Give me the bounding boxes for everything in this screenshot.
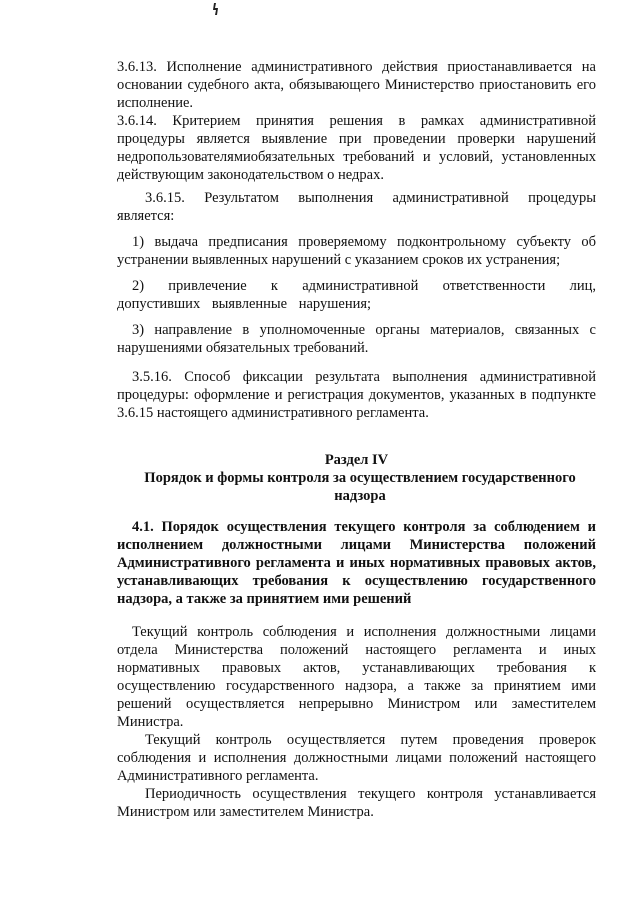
paragraph-4-1-c: Периодичность осуществления текущего контроля устанавливается Министром или заместителем Министра. (117, 786, 596, 820)
subsection-title: 4.1. Порядок осуществления текущего контроля за соблюдением и исполнением должностными лицами Министерства положений Административного регламента и иных нормативных правовых актов, устанавливающих требования к осуществлению государственного надзора, а также за принятием ими решений (117, 519, 596, 607)
paragraph-4-1-b: Текущий контроль осуществляется путем проведения проверок соблюдения и исполнения должностными лицами положений настоящего Административного регламента. (117, 732, 596, 784)
paragraph-3-6-15: 3.6.15. Результатом выполнения административной процедуры является: (117, 190, 596, 224)
scan-artifact-mark (211, 2, 221, 16)
list-item-3: 3) направление в уполномоченные органы материалов, связанных с нарушениями обязательных требований. (117, 322, 596, 356)
paragraph-4-1-a: Текущий контроль соблюдения и исполнения должностными лицами отдела Министерства положений настоящего регламента и иных нормативных правовых актов, устанавливающих требования к осуществлению государственного надзора, а также за принятием ими решений осуществляется непрерывно Министром или заместителем Министра. (117, 624, 596, 730)
paragraph-3-5-16: 3.5.16. Способ фиксации результата выполнения административной процедуры: оформление и регистрация документов, указанных в подпункте 3.6.15 настоящего административного регламента. (117, 369, 596, 421)
paragraph-3-6-14: 3.6.14. Критерием принятия решения в рамках административной процедуры является выявление при проведении проверки нарушений недропользователямиобязательных требований и условий, установленных действующим законодательством о недрах. (117, 113, 596, 183)
list-item-1: 1) выдача предписания проверяемому подконтрольному субъекту об устранении выявленных нарушений с указанием сроков их устранения; (117, 234, 596, 268)
section-number: Раздел IV (324, 452, 389, 468)
section-title: Порядок и формы контроля за осуществлением государственного надзора (144, 470, 576, 504)
list-item-2: 2) привлечение к административной ответственности лиц, допустивших выявленные нарушения; (117, 278, 596, 312)
paragraph-3-6-13: 3.6.13. Исполнение административного действия приостанавливается на основании судебного акта, обязывающего Министерство приостановить его исполнение. (117, 59, 596, 111)
